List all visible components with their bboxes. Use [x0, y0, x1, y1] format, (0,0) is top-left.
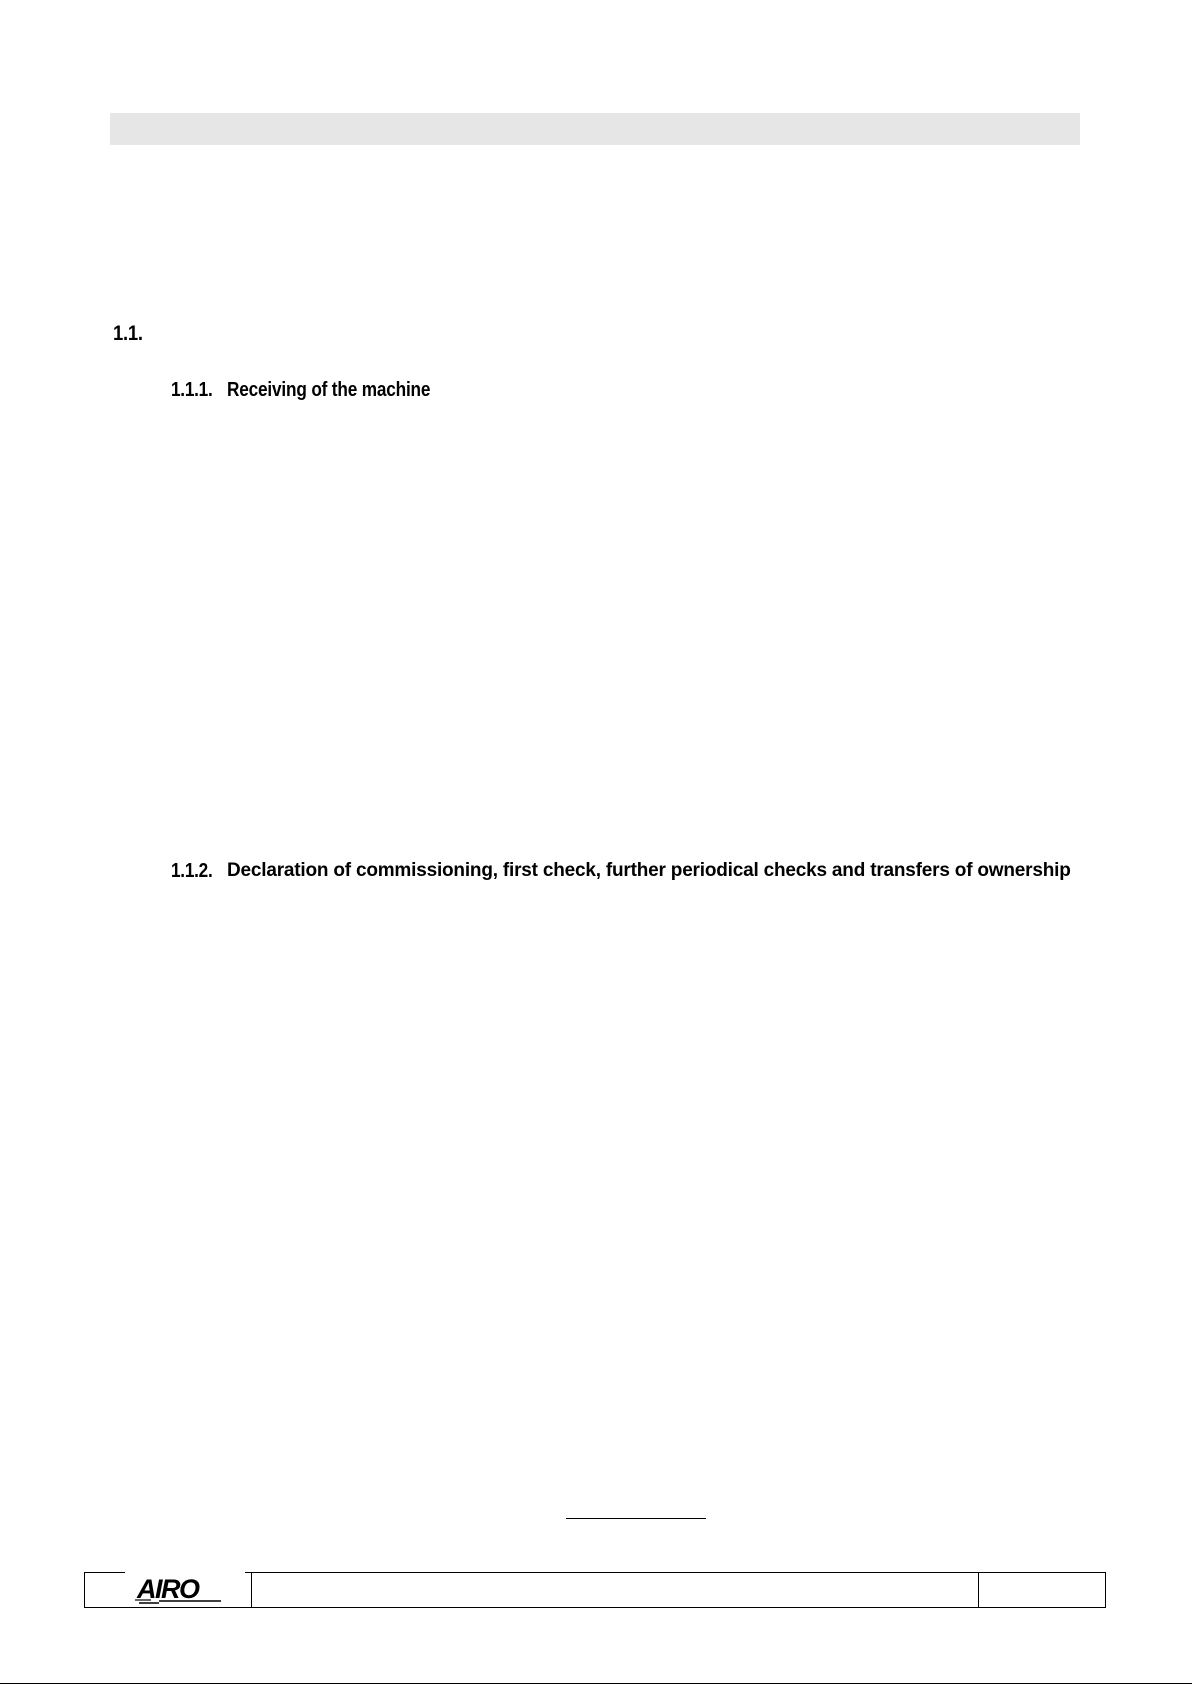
footer-table	[84, 1572, 1106, 1608]
airo-logo	[129, 1570, 225, 1606]
subsection-title: Declaration of commissioning, first check, further periodical checks and transfers of ownership	[227, 860, 1071, 881]
page-bottom-edge	[0, 1683, 1192, 1684]
logo-text: AIRO	[137, 1574, 199, 1604]
subsection-number: 1.1.2.	[171, 860, 213, 882]
section-number: 1.1.	[113, 322, 143, 345]
footer-divider-left	[251, 1573, 252, 1607]
subsection-number: 1.1.1.	[171, 379, 213, 401]
subsection-title: Receiving of the machine	[227, 379, 431, 401]
logo-container	[125, 1567, 245, 1607]
footer-divider-right	[978, 1573, 979, 1607]
footnote-separator	[566, 1518, 706, 1519]
subsection-heading-declaration	[171, 857, 1080, 885]
subsection-heading-receiving	[171, 376, 1080, 404]
header-band	[110, 113, 1080, 145]
